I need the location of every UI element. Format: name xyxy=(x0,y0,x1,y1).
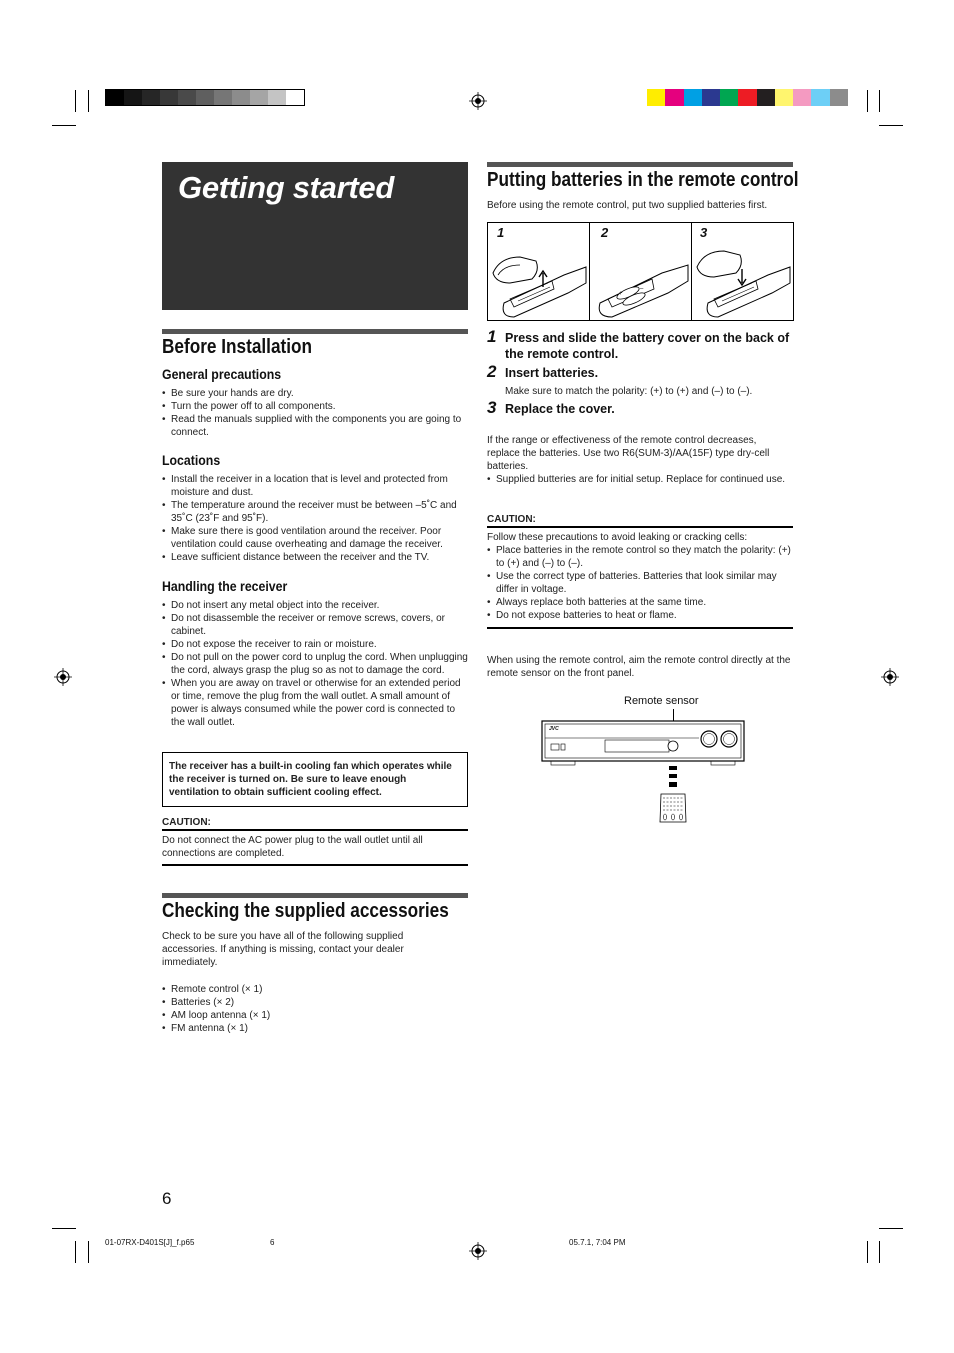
caution-rule xyxy=(487,526,793,528)
page-title-box xyxy=(162,162,468,310)
color-swatch xyxy=(684,89,702,106)
color-swatch xyxy=(647,89,665,106)
color-swatch xyxy=(775,89,793,106)
step-text: Insert batteries. xyxy=(505,366,599,380)
list-item: • Batteries (× 2) xyxy=(162,996,468,1009)
color-swatch xyxy=(793,89,811,106)
color-swatch xyxy=(268,90,286,105)
list-item: • Do not insert any metal object into the receiver. xyxy=(162,599,468,612)
section-bar xyxy=(162,329,468,334)
color-swatch xyxy=(830,89,848,106)
color-swatch xyxy=(757,89,775,106)
brand-logo: JVC xyxy=(549,726,559,732)
registration-mark-icon xyxy=(54,668,72,686)
color-swatch xyxy=(124,90,142,105)
notice-text: The receiver has a built-in cooling fan which operates while the receiver is turned on. Be sure to leave enough ventilation to obtain sufficient cooling effect. xyxy=(169,761,452,798)
list-item: • Supplied butteries are for initial setup. Replace for continued use. xyxy=(487,473,787,486)
remote-replace-cover-icon xyxy=(694,237,792,319)
color-swatch xyxy=(214,90,232,105)
battery-caution-label: CAUTION: xyxy=(487,514,536,525)
step-number: 2 xyxy=(487,362,497,381)
batteries-intro: Before using the remote control, put two supplied batteries first. xyxy=(487,200,768,211)
supplied-note-list xyxy=(487,473,787,486)
section-bar xyxy=(487,162,793,167)
registration-mark-icon xyxy=(881,668,899,686)
step-number: 1 xyxy=(487,327,497,346)
accessories-heading: Checking the supplied accessories xyxy=(162,900,449,922)
list-item: • Read the manuals supplied with the components you are going to connect. xyxy=(162,413,468,439)
svg-text:+: + xyxy=(619,291,623,297)
list-item: • Place batteries in the remote control so they match the polarity: (+) to (+) and (–) to (–). xyxy=(487,544,793,570)
battery-figure xyxy=(487,222,794,321)
color-swatch xyxy=(811,89,829,106)
footer-file-page: 6 xyxy=(270,1238,275,1247)
accessories-intro: Check to be sure you have all of the following supplied accessories. If anything is missing, contact your dealer immediately. xyxy=(162,931,404,968)
page-title: Getting started xyxy=(178,170,394,205)
list-item: • Use the correct type of batteries. Batteries that look similar may differ in voltage. xyxy=(487,570,793,596)
batteries-heading: Putting batteries in the remote control xyxy=(487,169,799,191)
locations-heading: Locations xyxy=(162,452,221,468)
caution-rule xyxy=(162,864,468,866)
color-swatch xyxy=(665,89,683,106)
list-item: • Leave sufficient distance between the receiver and the TV. xyxy=(162,551,468,564)
color-swatch xyxy=(720,89,738,106)
footer-timestamp: 05.7.1, 7:04 PM xyxy=(569,1238,626,1247)
list-item: • Always replace both batteries at the same time. xyxy=(487,596,793,609)
list-item: • Remote control (× 1) xyxy=(162,983,468,996)
cooling-fan-notice xyxy=(162,752,468,807)
caution-text: Do not connect the AC power plug to the wall outlet until all connections are completed. xyxy=(162,835,423,859)
list-item: • Turn the power off to all components. xyxy=(162,400,468,413)
battery-caution-intro: Follow these precautions to avoid leaking or cracking cells: xyxy=(487,532,748,543)
list-item: • Do not disassemble the receiver or remove screws, covers, or cabinet. xyxy=(162,612,468,638)
receiver-front-panel-icon xyxy=(539,718,747,828)
handling-list xyxy=(162,599,468,729)
battery-caution-list xyxy=(487,544,793,622)
color-swatch xyxy=(738,89,756,106)
remote-back-cover-icon xyxy=(490,237,588,319)
before-installation-heading: Before Installation xyxy=(162,336,313,358)
remote-insert-batteries-icon xyxy=(592,237,690,319)
list-item: • Do not pull on the power cord to unplug the cord. When unplugging the cord, always grasp the plug so as not to damage the cord. xyxy=(162,651,468,677)
caution-rule xyxy=(162,829,468,831)
gray-swatch-bar xyxy=(105,89,305,106)
registration-mark-icon xyxy=(469,1242,487,1260)
color-swatch xyxy=(142,90,160,105)
general-precautions-list xyxy=(162,387,468,439)
list-item: • Do not expose batteries to heat or flame. xyxy=(487,609,793,622)
figure-number: 2 xyxy=(601,225,609,240)
color-swatch xyxy=(232,90,250,105)
step2-note: Make sure to match the polarity: (+) to (+) and (–) to (–). xyxy=(505,386,753,397)
aim-note: When using the remote control, aim the remote control directly at the remote sensor on the front panel. xyxy=(487,655,791,679)
handling-heading: Handling the receiver xyxy=(162,578,288,594)
step-text: Replace the cover. xyxy=(505,402,615,416)
locations-list xyxy=(162,473,468,564)
list-item: • Do not expose the receiver to rain or moisture. xyxy=(162,638,468,651)
color-swatch xyxy=(702,89,720,106)
list-item: • Be sure your hands are dry. xyxy=(162,387,468,400)
list-item: • The temperature around the receiver must be between –5˚C and 35˚C (23˚F and 95˚F). xyxy=(162,499,468,525)
color-swatch xyxy=(196,90,214,105)
color-swatch xyxy=(160,90,178,105)
step-text: Press and slide the battery cover on the back of the remote control. xyxy=(505,331,790,361)
list-item: • FM antenna (× 1) xyxy=(162,1022,468,1035)
color-swatch-bar xyxy=(647,89,848,106)
list-item: • Make sure there is good ventilation around the receiver. Poor ventilation could cause overheating and damage the receiver. xyxy=(162,525,468,551)
step-number: 3 xyxy=(487,398,497,417)
accessories-list xyxy=(162,983,468,1035)
figure-number: 1 xyxy=(497,225,505,240)
caution-rule xyxy=(487,627,793,629)
range-note: If the range or effectiveness of the remote control decreases, replace the batteries. Use two R6(SUM-3)/AA(15F) type dry-cell batteries. xyxy=(487,435,770,472)
page-number: 6 xyxy=(162,1189,172,1208)
figure-number: 3 xyxy=(700,225,708,240)
list-item: • When you are away on travel or otherwise for an extended period or time, remove the plug from the wall outlet. A small amount of power is always consumed while the power cord is connected to the wall outlet. xyxy=(162,677,468,729)
caution-label: CAUTION: xyxy=(162,817,211,828)
color-swatch xyxy=(106,90,124,105)
list-item: • Install the receiver in a location that is level and protected from moisture and dust. xyxy=(162,473,468,499)
svg-text:–: – xyxy=(640,286,644,292)
section-bar xyxy=(162,893,468,898)
registration-mark-icon xyxy=(469,92,487,110)
color-swatch xyxy=(178,90,196,105)
color-swatch xyxy=(250,90,268,105)
color-swatch xyxy=(286,90,304,105)
list-item: • AM loop antenna (× 1) xyxy=(162,1009,468,1022)
general-precautions-heading: General precautions xyxy=(162,366,282,382)
remote-sensor-label: Remote sensor xyxy=(624,695,699,707)
footer-file-name: 01-07RX-D401S[J]_f.p65 xyxy=(105,1238,195,1247)
